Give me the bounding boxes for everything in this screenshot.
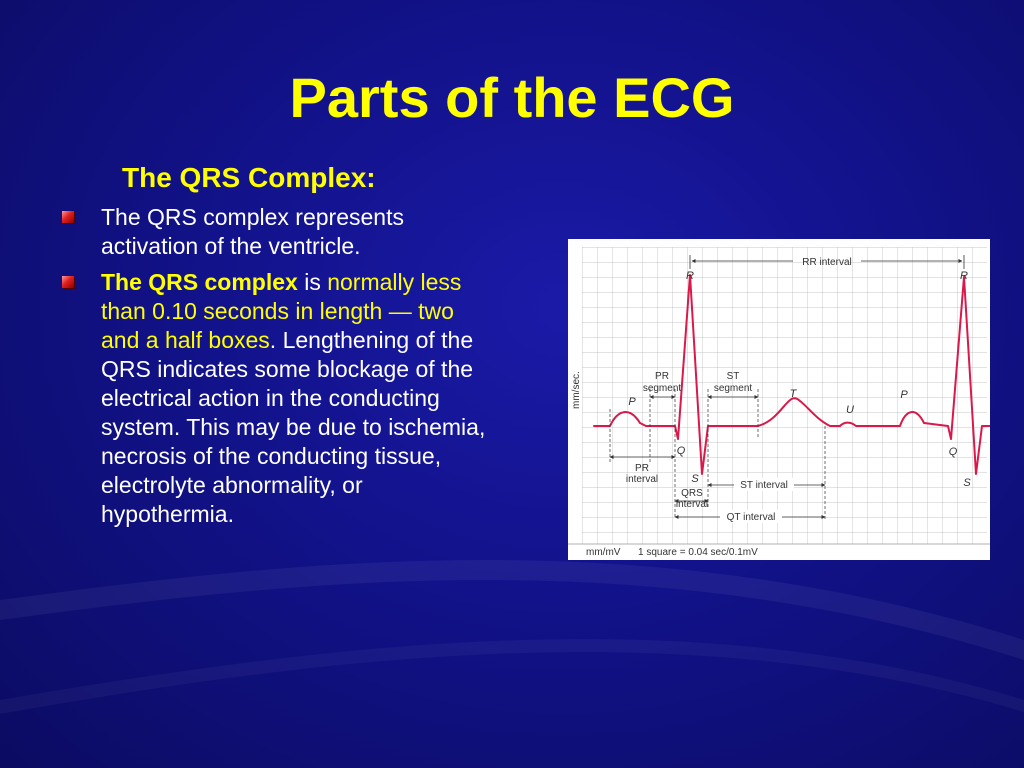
bullet-text: The QRS complex represents activation of the ventricle. [101,204,404,259]
ecg-wave-q1: Q [676,445,686,457]
ecg-wave-u: U [846,404,854,416]
bullet-bold-lead: The QRS complex [101,269,298,295]
bullet-item-qrs-activation [58,203,498,261]
ecg-wave-p1: P [628,396,636,408]
bullet-rest: . Lengthening of the QRS indicates some blockage of the electrical action in the conducting system. This may be due to ischemia, necrosis of the conducting tissue, electrolyte abnormality, or hypothermia. [101,327,486,527]
bullet-highlight: normally less than 0.10 seconds in length — two and a half boxes [101,269,462,353]
ecg-grid [582,247,987,544]
ecg-wave-r1: R [686,270,694,282]
ecg-qt-interval-label: QT interval [726,512,776,523]
ecg-wave-q2: Q [948,446,958,458]
slide-title: Parts of the ECG [289,66,735,129]
ecg-diagram-svg [568,239,990,560]
ecg-wave-r2: R [960,270,968,282]
bullet-item-qrs-duration [58,268,498,529]
ecg-pr-segment-label-1: PR [655,371,669,382]
ecg-st-segment-label-1: ST [726,371,740,382]
ecg-scale-note: 1 square = 0.04 sec/0.1mV [638,547,758,558]
bullet-connector: is [297,269,328,295]
ecg-pr-segment-label-2: segment [642,383,682,394]
ecg-scale-unit: mm/mV [586,547,621,558]
ecg-pr-interval-label-2: interval [625,474,659,485]
ecg-axis-unit: mm/sec. [571,371,582,409]
bullet-list [58,203,498,536]
ecg-st-segment-label-2: segment [713,383,753,394]
ecg-qrs-interval-label-1: QRS [681,488,703,499]
ecg-qrs-interval-label-2: interval [675,499,709,510]
ecg-diagram [568,239,990,560]
slide-subtitle: The QRS Complex: [122,162,376,193]
bullet-marker-icon [62,276,74,288]
ecg-wave-t: T [789,388,797,400]
ecg-pr-interval-label-1: PR [635,463,649,474]
ecg-rr-interval-label: RR interval [802,257,852,268]
bullet-marker-icon [62,211,74,223]
ecg-wave-s1: S [691,473,699,485]
ecg-wave-p2: P [900,389,908,401]
ecg-wave-s2: S [963,477,971,489]
ecg-st-interval-label: ST interval [740,480,788,491]
